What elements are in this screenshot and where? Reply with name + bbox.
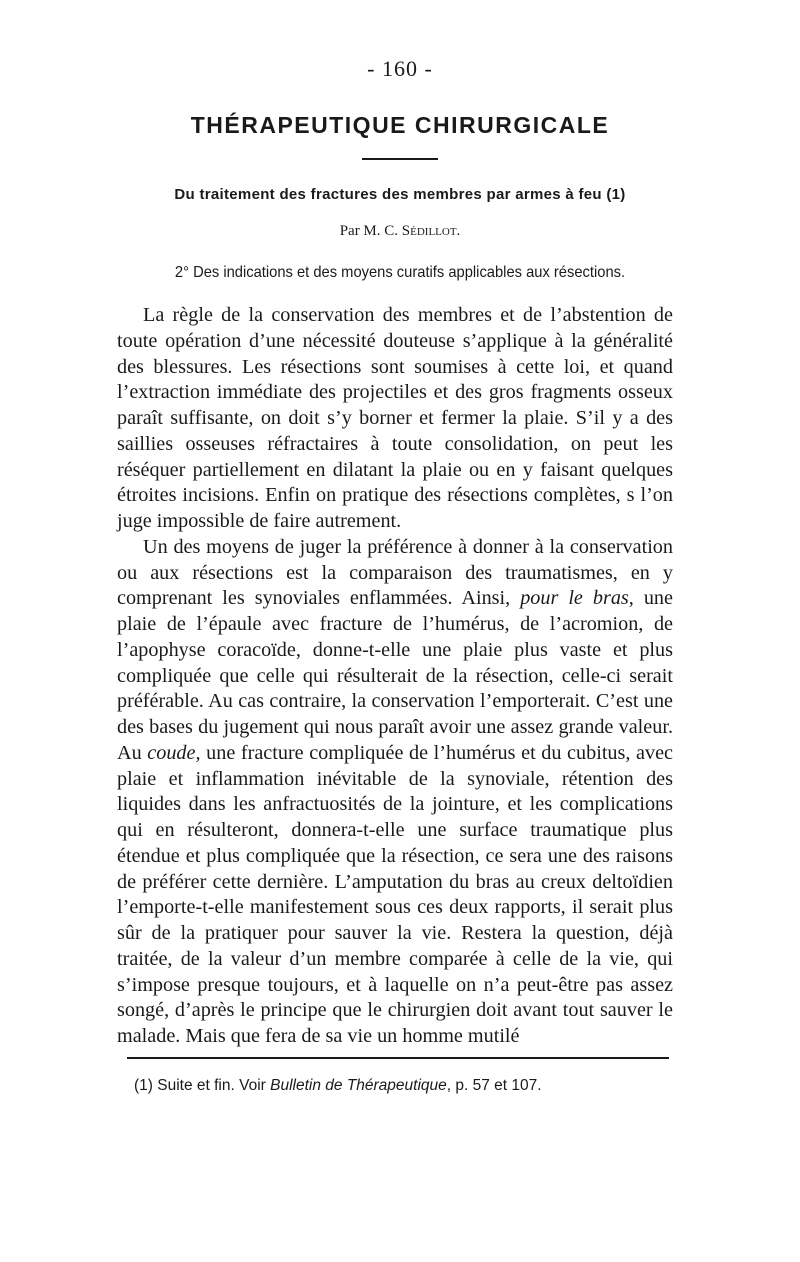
italic-phrase: coude, <box>147 741 201 764</box>
italic-phrase: pour le bras, <box>520 587 634 610</box>
author-prefix: Par M. C. <box>339 223 399 239</box>
footnote <box>134 1077 674 1095</box>
footnote-journal: Bulletin de Thérapeutique <box>270 1077 447 1094</box>
paragraph-text: Un des moyens de juger la préférence à donner à la conservation ou aux résections est la comparaison des traumatismes, en y comprenant les synoviales enflammées. Ainsi, <box>117 535 673 610</box>
title-divider <box>362 158 438 160</box>
paragraph: La règle de la conservation des membres et de l’abstention de toute opération d’une nécessité douteuse s’applique à la généralité des blessures. Les résections sont soumises à cette loi, et quand l’extraction immédiate des projectiles et des gros fragments osseux paraît suffisante, on doit s’y borner et fermer la plaie. S’il y a des saillies osseuses réfractaires à toute consolidation, on peut les réséquer partiellement en dilatant la plaie ou en y faisant quelques étroites incisions. Enfin on pratique des résections complètes, s l’on juge impossible de faire autrement. <box>117 304 673 532</box>
paragraph <box>117 535 673 1050</box>
section-title: THÉRAPEUTIQUE CHIRURGICALE <box>190 112 610 138</box>
page-number: - 160 - <box>367 56 433 81</box>
author-line <box>0 223 800 240</box>
paragraph-text: une fracture compliquée de l’humérus et du cubitus, avec plaie et inflammation inévitable de la synoviale, rétention des liquides dans les anfractuosités de la jointure, et les complications qui en résulteront, donnera-t-elle une surface traumatique plus étendue et plus compliquée que la résection, ce sera une des raisons de préférer cette dernière. L’amputation du bras au creux deltoïdien l’emporte-t-elle manifestement sous ces deux rapports, il serait plus sûr de la pratiquer pour sauver la vie. Restera la question, déjà traitée, de la valeur d’un membre comparée à celle de la vie, qui s’impose presque toujours, et à laquelle on n’a peut-être pas assez songé, d’après le principe que le chirurgien doit avant tout sauver le malade. Mais que fera de sa vie un homme mutilé <box>117 741 673 1047</box>
article-title: Du traitement des fractures des membres par armes à feu (1) <box>174 186 626 203</box>
body-text <box>117 303 673 1050</box>
paragraph-text: une plaie de l’épaule avec fracture de l’humérus, de l’acromion, de l’apophyse coracoïde, donne-t-elle une plaie plus vaste et plus compliquée que celle qui résulterait de la résection, celle-ci serait préférable. Au cas contraire, la conservation l’emporterait. C’est une des bases du jugement qui nous paraît avoir une assez grande valeur. Au <box>117 587 673 764</box>
subsection-title: 2° Des indications et des moyens curatifs applicables aux résections. <box>174 264 626 281</box>
footnote-text: (1) Suite et fin. Voir <box>134 1077 271 1094</box>
author-name: Sédillot. <box>401 223 461 239</box>
footnote-text: , p. 57 et 107. <box>446 1077 542 1094</box>
footnote-divider <box>127 1057 669 1059</box>
